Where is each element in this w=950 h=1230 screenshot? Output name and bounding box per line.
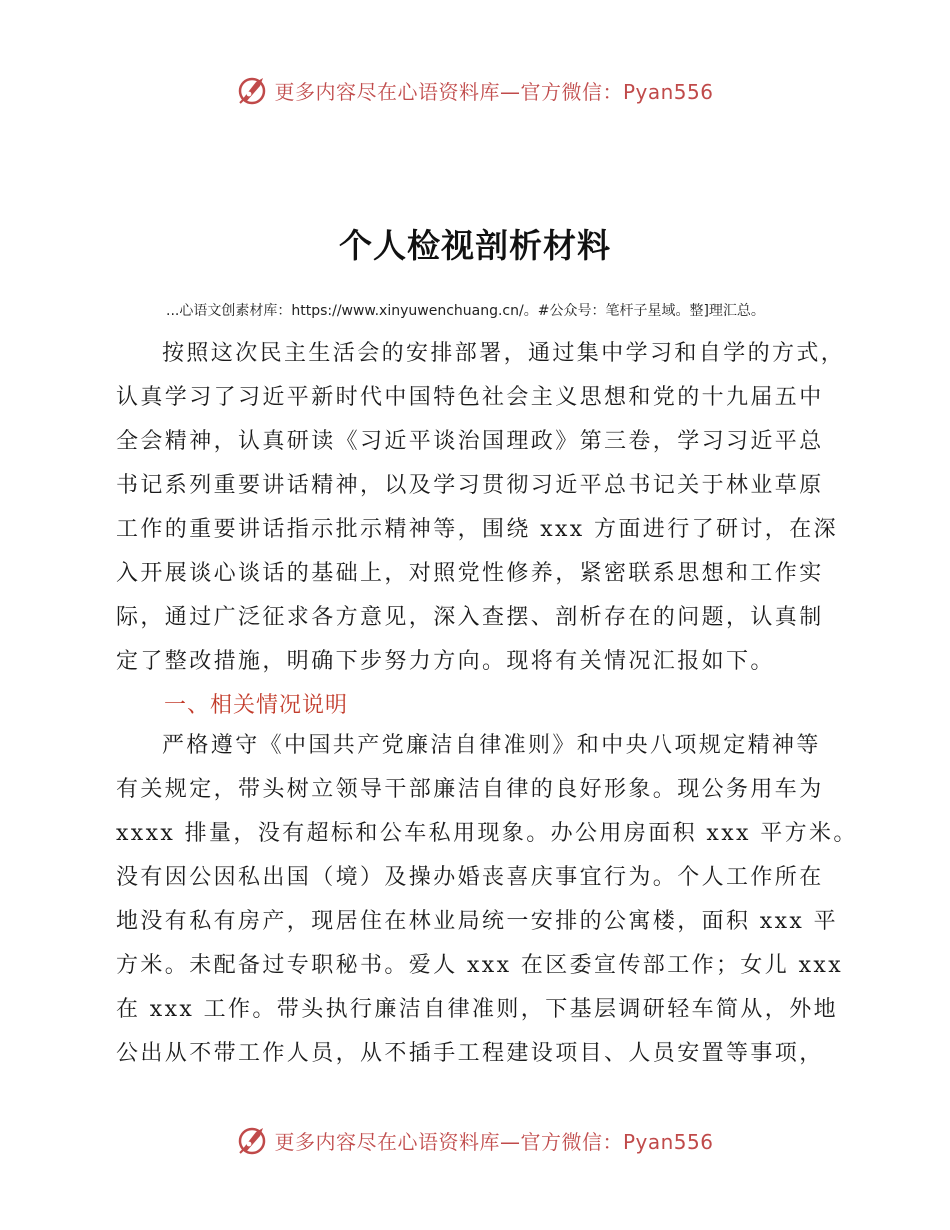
- paragraph-line: 严格遵守《中国共产党廉洁自律准则》和中央八项规定精神等: [162, 733, 821, 758]
- paragraph-line: 全会精神，认真研读《习近平谈治国理政》第三卷，学习习近平总: [116, 429, 824, 454]
- section-heading-wrapper: [116, 684, 846, 728]
- paragraph-line: 按照这次民主生活会的安排部署，通过集中学习和自学的方式，: [162, 341, 846, 366]
- paragraph-line: 工作的重要讲话指示批示精神等，围绕 xxx 方面进行了研讨，在深: [116, 517, 839, 542]
- banner-text: 更多内容尽在心语资料库—官方微信：Pyan556: [274, 79, 714, 104]
- pen-nib-logo-icon: [236, 74, 268, 106]
- paragraph-line: 在 xxx 工作。带头执行廉洁自律准则，下基层调研轻车简从，外地: [116, 997, 839, 1022]
- paragraph-line: 有关规定，带头树立领导干部廉洁自律的良好形象。现公务用车为: [116, 777, 824, 802]
- header-banner: [0, 72, 950, 108]
- source-note: ...心语文创素材库：https://www.xinyuwenchuang.cn/。#公众号：笔杆子星域。整]理汇总。: [166, 303, 765, 319]
- paragraph-integrity: [116, 724, 858, 1076]
- document-title: 个人检视剖析材料: [339, 226, 611, 265]
- paragraph-line: 认真学习了习近平新时代中国特色社会主义思想和党的十九届五中: [116, 385, 824, 410]
- paragraph-intro: [116, 332, 846, 684]
- paragraph-line: 际，通过广泛征求各方意见，深入查摆、剖析存在的问题，认真制: [116, 605, 824, 630]
- paragraph-line: 地没有私有房产，现居住在林业局统一安排的公寓楼，面积 xxx 平: [116, 909, 839, 934]
- paragraph-line: 公出从不带工作人员，从不插手工程建设项目、人员安置等事项，: [116, 1041, 824, 1066]
- paragraph-line: 定了整改措施，明确下步努力方向。现将有关情况汇报如下。: [116, 649, 775, 674]
- paragraph-line: 没有因公因私出国（境）及操办婚丧喜庆事宜行为。个人工作所在: [116, 865, 824, 890]
- footer-banner: [0, 1122, 950, 1158]
- paragraph-line: xxxx 排量，没有超标和公车私用现象。办公用房面积 xxx 平方米。: [116, 821, 858, 846]
- paragraph-line: 方米。未配备过专职秘书。爱人 xxx 在区委宣传部工作；女儿 xxx: [116, 953, 844, 978]
- paragraph-line: 书记系列重要讲话精神，以及学习贯彻习近平总书记关于林业草原: [116, 473, 824, 498]
- pen-nib-logo-icon: [236, 1124, 268, 1156]
- section-heading: 一、相关情况说明: [164, 693, 349, 718]
- paragraph-line: 入开展谈心谈话的基础上，对照党性修养，紧密联系思想和工作实: [116, 561, 824, 586]
- banner-text: 更多内容尽在心语资料库—官方微信：Pyan556: [274, 1129, 714, 1154]
